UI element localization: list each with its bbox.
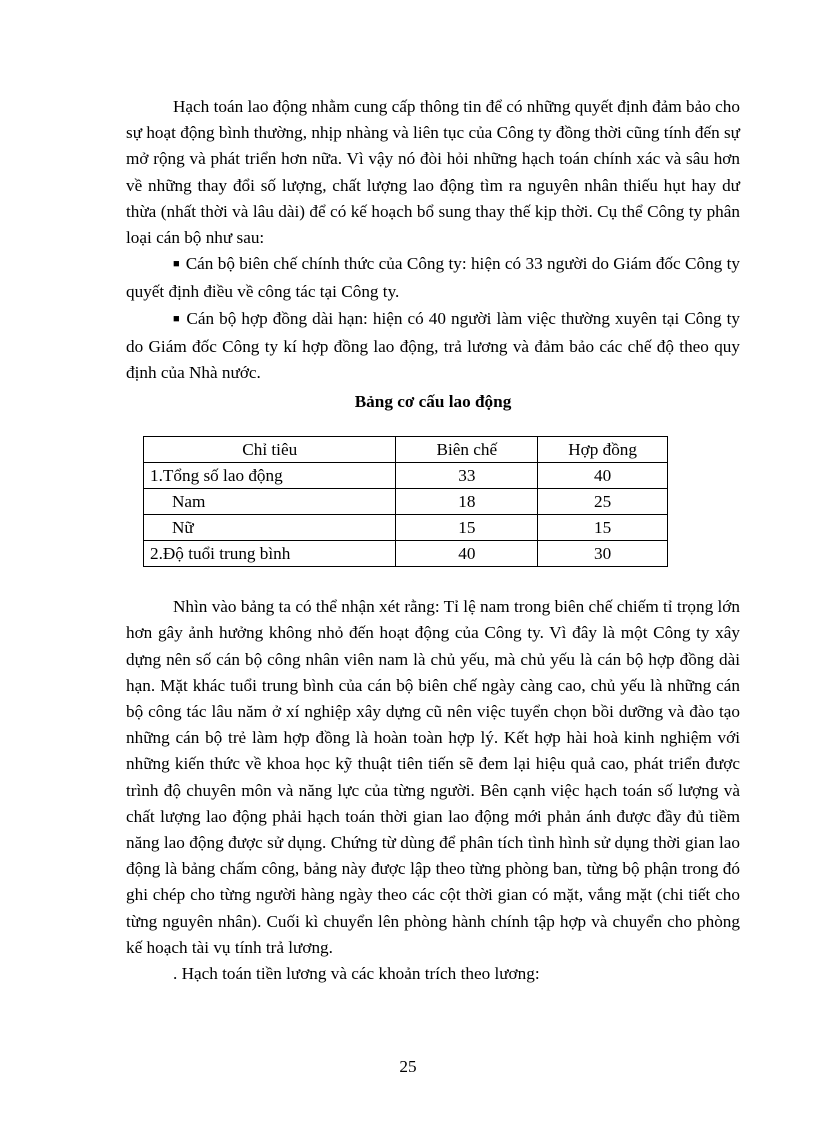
page-number: 25: [399, 1057, 417, 1076]
table-header-cell: Biên chế: [396, 437, 538, 463]
section-heading-paragraph: . Hạch toán tiền lương và các khoản trích theo lương:: [173, 964, 540, 984]
table-header-row: [144, 437, 668, 463]
page-body: [126, 94, 740, 987]
table-header-cell: Hợp đồng: [538, 437, 668, 463]
labor-structure-table: [143, 436, 668, 567]
table-header-cell: Chỉ tiêu: [144, 437, 396, 463]
table-cell: 18: [396, 489, 538, 515]
table-row: [144, 515, 668, 541]
intro-paragraph: Hạch toán lao động nhằm cung cấp thông tin để có những quyết định đảm bảo cho sự hoạt động bình thường, nhịp nhàng và liên tục của Công ty đồng thời cũng tính đến sự mở rộng và phát triển hơn nữa. Vì vậy nó đòi hỏi những hạch toán chính xác và sâu hơn về những thay đổi số lượng, chất lượng lao động tìm ra nguyên nhân thiếu hụt hay dư thừa (nhất thời và lâu dài) để có kế hoạch bổ sung thay thế kịp thời. Cụ thể Công ty phân loại cán bộ như sau:: [126, 97, 740, 248]
table-cell: 33: [396, 463, 538, 489]
bullet-item: [126, 251, 740, 305]
table-cell-label: 1.Tổng số lao động: [144, 463, 396, 489]
square-bullet-icon: ■: [173, 258, 180, 271]
table-row: [144, 463, 668, 489]
table-cell: 15: [396, 515, 538, 541]
table-row: [144, 541, 668, 567]
bullet-text: Cán bộ biên chế chính thức của Công ty: hiện có 33 người do Giám đốc Công ty quyết định điều về công tác tại Công ty.: [126, 254, 740, 302]
table-cell: 40: [538, 463, 668, 489]
square-bullet-icon: ■: [173, 312, 181, 325]
bullet-text: Cán bộ hợp đồng dài hạn: hiện có 40 người làm việc thường xuyên tại Công ty do Giám đốc Công ty kí hợp đồng lao động, trả lương và đảm bảo các chế độ theo quy định của Nhà nước.: [126, 308, 740, 383]
table-title: Bảng cơ cấu lao động: [354, 392, 512, 412]
table-cell-label: 2.Độ tuổi trung bình: [144, 541, 396, 567]
bullet-item: [126, 306, 740, 387]
table-cell: 30: [538, 541, 668, 567]
table-cell: 15: [538, 515, 668, 541]
table-cell: 40: [396, 541, 538, 567]
analysis-paragraph: Nhìn vào bảng ta có thể nhận xét rằng: Tỉ lệ nam trong biên chế chiếm tỉ trọng lớn hơn gây ảnh hưởng không nhỏ đến hoạt động của Công ty. Vì đây là một Công ty xây dựng nên số cán bộ công nhân viên nam là chủ yếu, mà chủ yếu là cán bộ hợp đồng dài hạn. Mặt khác tuổi trung bình của cán bộ biên chế ngày càng cao, chủ yếu là những cán bộ công tác lâu năm ở xí nghiệp xây dựng cũ nên việc tuyển chọn bồi dưỡng và đào tạo những cán bộ trẻ làm hợp đồng là hoàn toàn hợp lý. Kết hợp hài hoà kinh nghiệm với những kiến thức về khoa học kỹ thuật tiên tiến sẽ đem lại hiệu quả cao, phát triển được trình độ chuyên môn và năng lực của từng người. Bên cạnh việc hạch toán số lượng và chất lượng lao động phải hạch toán thời gian lao động mới phản ánh được đầy đủ tiềm năng lao động được sử dụng. Chứng từ dùng để phân tích tình hình sử dụng thời gian lao động là bảng chấm công, bảng này được lập theo từng phòng ban, từng bộ phận trong đó ghi chép cho từng người hàng ngày theo các cột thời gian có mặt, vắng mặt (chi tiết cho từng nguyên nhân). Cuối kì chuyển lên phòng hành chính tập hợp và chuyển cho phòng kế hoạch tài vụ tính trả lương.: [126, 597, 740, 957]
table-row: [144, 489, 668, 515]
table-cell-label: Nữ: [144, 515, 396, 541]
table-cell: 25: [538, 489, 668, 515]
table-cell-label: Nam: [144, 489, 396, 515]
